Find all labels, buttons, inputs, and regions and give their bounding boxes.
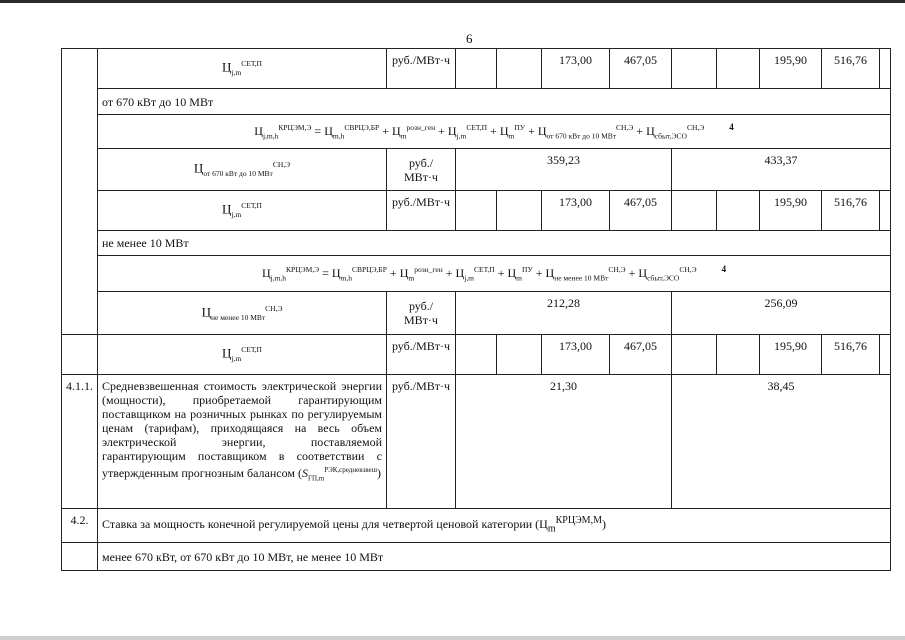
csn-670-10-symbol: $Ц_{от 670 кВт до 10 МВт}^{СН,Э}$ bbox=[98, 149, 387, 191]
item-description: Средневзвешенная стоимость электрической энергии (мощности), приобретаемой гарантирующим поставщиком на розничных рынках по регулируемым ценам (тарифам), приходящаяся на весь объем электрической энергии, поставляемой гарантирующим поставщиком в соответствии с утвержденным прогнозным балансом $(S_{ГП,m}^{РЭК,средневзвеш})$ bbox=[98, 375, 387, 509]
empty-cell bbox=[456, 191, 497, 231]
section-heading: не менее 10 МВт bbox=[98, 231, 891, 256]
cset-symbol: $Ц_{j,m}^{СЕТ,П}$ bbox=[98, 335, 387, 375]
value-cell: 173,00 bbox=[542, 49, 610, 89]
formula-krcem-10: $Ц_{j,m,h}^{КРЦЭМ,Э} = Ц_{m,h}^{СВРЦЭ,БР} + Ц_m^{розн\_ген} + Ц_{j,m}^{СЕТ,П} + Ц_m^{ПУ} + Ц_{не менее 10 МВт}^{СН,Э} + Ц_{сбыт,ЭСО}^{СН,Э}$ $^4$ bbox=[98, 256, 891, 292]
empty-cell bbox=[497, 191, 542, 231]
table-row bbox=[62, 292, 891, 335]
value-cell: 173,00 bbox=[542, 191, 610, 231]
table-row bbox=[62, 191, 891, 231]
empty-cell bbox=[456, 49, 497, 89]
table-row bbox=[62, 509, 891, 543]
item-number: 4.1.1. bbox=[62, 375, 98, 509]
tariff-table bbox=[61, 48, 891, 571]
unit-cell: руб./ МВт·ч bbox=[387, 149, 456, 191]
unit-cell: руб./МВт·ч bbox=[387, 49, 456, 89]
item-number: 4.2. bbox=[62, 509, 98, 543]
value-cell: 195,90 bbox=[760, 335, 822, 375]
cset-symbol: $Ц_{j,m}^{СЕТ,П}$ bbox=[98, 191, 387, 231]
empty-cell bbox=[717, 49, 760, 89]
cset-symbol: $Ц_{j,m}^{СЕТ,П}$ bbox=[98, 49, 387, 89]
scan-edge-top bbox=[0, 0, 905, 3]
row-number-cell bbox=[62, 543, 98, 571]
value-cell: 173,00 bbox=[542, 335, 610, 375]
section-heading: менее 670 кВт, от 670 кВт до 10 МВт, не менее 10 МВт bbox=[98, 543, 891, 571]
row-number-cell bbox=[62, 335, 98, 375]
value-cell: 256,09 bbox=[672, 292, 891, 335]
table-row bbox=[62, 49, 891, 89]
empty-cell bbox=[672, 49, 717, 89]
unit-cell: руб./МВт·ч bbox=[387, 335, 456, 375]
value-cell: 467,05 bbox=[610, 191, 672, 231]
empty-cell bbox=[880, 49, 891, 89]
table-row bbox=[62, 231, 891, 256]
empty-cell bbox=[717, 191, 760, 231]
unit-cell: руб./МВт·ч bbox=[387, 375, 456, 509]
table-row bbox=[62, 115, 891, 149]
formula-krcem-670-10: $Ц_{j,m,h}^{КРЦЭМ,Э} = Ц_{m,h}^{СВРЦЭ,БР} + Ц_m^{розн\_ген} + Ц_{j,m}^{СЕТ,П} + Ц_m^{ПУ} + Ц_{от 670 кВт до 10 МВт}^{СН,Э} + Ц_{сбыт,ЭСО}^{СН,Э}$ $^4$ bbox=[98, 115, 891, 149]
empty-cell bbox=[456, 335, 497, 375]
empty-cell bbox=[497, 335, 542, 375]
value-cell: 359,23 bbox=[456, 149, 672, 191]
value-cell: 467,05 bbox=[610, 49, 672, 89]
row-number-cell bbox=[62, 49, 98, 335]
value-cell: 467,05 bbox=[610, 335, 672, 375]
scan-edge-bottom bbox=[0, 636, 905, 640]
value-cell: 212,28 bbox=[456, 292, 672, 335]
unit-cell: руб./МВт·ч bbox=[387, 191, 456, 231]
value-cell: 516,76 bbox=[822, 49, 880, 89]
empty-cell bbox=[717, 335, 760, 375]
value-cell: 38,45 bbox=[672, 375, 891, 509]
value-cell: 433,37 bbox=[672, 149, 891, 191]
table-row bbox=[62, 89, 891, 115]
section-heading: от 670 кВт до 10 МВт bbox=[98, 89, 891, 115]
empty-cell bbox=[880, 335, 891, 375]
empty-cell bbox=[672, 335, 717, 375]
table-row bbox=[62, 149, 891, 191]
page-number: 6 bbox=[466, 31, 473, 46]
value-cell: 195,90 bbox=[760, 191, 822, 231]
value-cell: 516,76 bbox=[822, 335, 880, 375]
empty-cell bbox=[880, 191, 891, 231]
footnote-marker: 4 bbox=[729, 121, 734, 132]
item-symbol: $(S_{ГП,m}^{РЭК,средневзвеш})$ bbox=[297, 466, 382, 483]
empty-cell bbox=[672, 191, 717, 231]
value-cell: 21,30 bbox=[456, 375, 672, 509]
value-cell: 516,76 bbox=[822, 191, 880, 231]
footnote-marker: 4 bbox=[721, 263, 727, 274]
csn-10-symbol: $Ц_{не менее 10 МВт}^{СН,Э}$ bbox=[98, 292, 387, 335]
table-row bbox=[62, 543, 891, 571]
table-row bbox=[62, 256, 891, 292]
value-cell: 195,90 bbox=[760, 49, 822, 89]
table-row bbox=[62, 335, 891, 375]
item-description: Ставка за мощность конечной регулируемой цены для четвертой ценовой категории $(Ц_m^{КРЦЭМ,М})$ bbox=[98, 509, 891, 543]
unit-cell: руб./ МВт·ч bbox=[387, 292, 456, 335]
table-row bbox=[62, 375, 891, 509]
empty-cell bbox=[497, 49, 542, 89]
